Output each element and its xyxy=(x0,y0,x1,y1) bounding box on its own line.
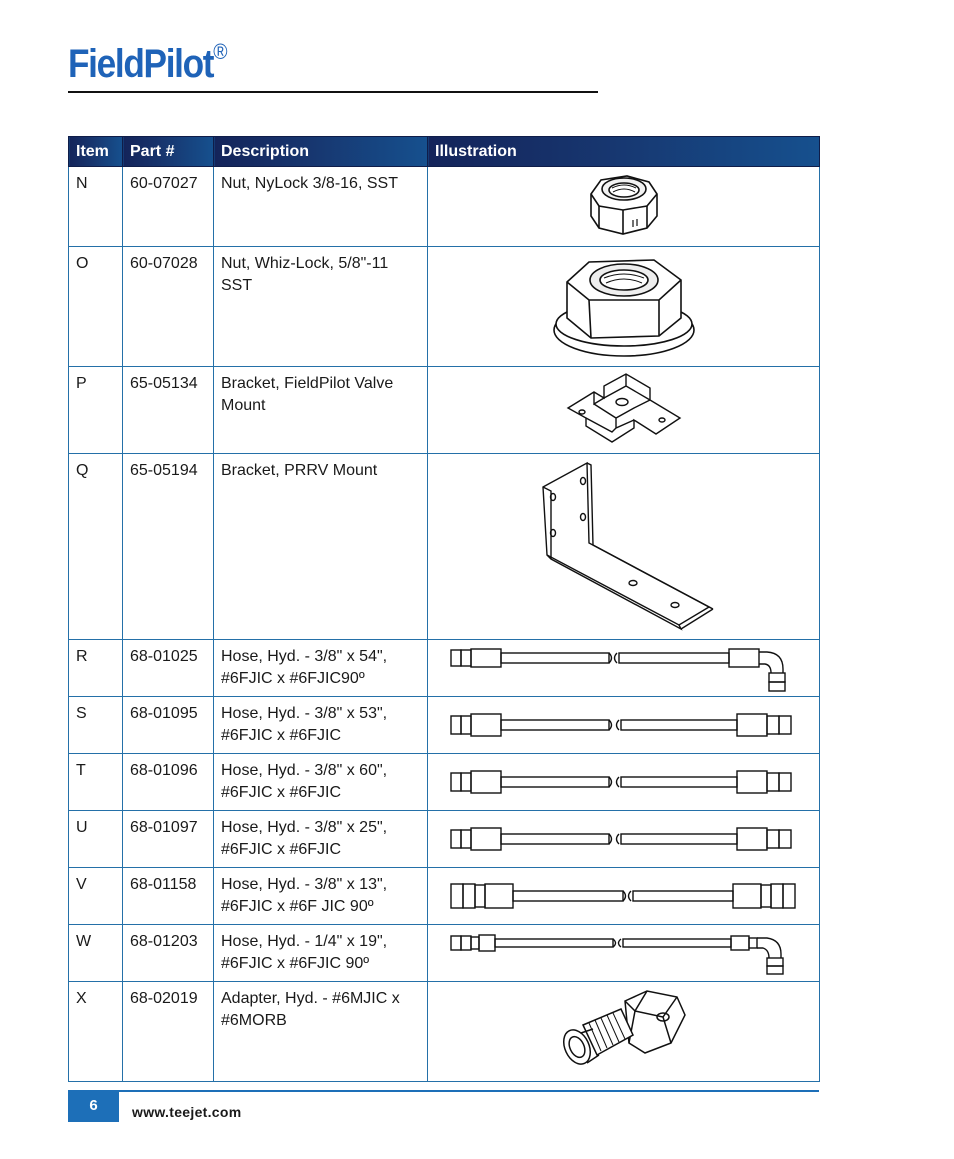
illustration-cell xyxy=(428,697,820,754)
footer-rule xyxy=(68,1090,819,1092)
illustration-cell xyxy=(428,754,820,811)
part-number-cell: 68-01095 xyxy=(123,697,214,754)
table-header-row xyxy=(69,137,820,167)
item-cell: W xyxy=(69,925,123,982)
hydraulic-adapter-icon xyxy=(559,989,689,1075)
item-cell: T xyxy=(69,754,123,811)
parts-table xyxy=(68,136,820,1082)
column-header-description: Description xyxy=(214,137,428,167)
part-number-cell: 65-05194 xyxy=(123,454,214,640)
item-cell: X xyxy=(69,982,123,1082)
item-cell: S xyxy=(69,697,123,754)
table-row xyxy=(69,247,820,367)
footer-url[interactable]: www.teejet.com xyxy=(132,1104,242,1120)
item-cell: P xyxy=(69,367,123,454)
description-cell: Hose, Hyd. - 3/8" x 25", #6FJIC x #6FJIC xyxy=(214,811,428,868)
column-header-illustration: Illustration xyxy=(428,137,820,167)
page-number: 6 xyxy=(68,1092,119,1122)
description-cell: Hose, Hyd. - 3/8" x 54", #6FJIC x #6FJIC90º xyxy=(214,640,428,697)
part-number-cell: 60-07027 xyxy=(123,167,214,247)
part-number-cell: 68-01097 xyxy=(123,811,214,868)
illustration-cell xyxy=(428,454,820,640)
illustration-cell xyxy=(428,982,820,1082)
part-number-cell: 60-07028 xyxy=(123,247,214,367)
item-cell: O xyxy=(69,247,123,367)
illustration-cell xyxy=(428,868,820,925)
brand-name: FieldPilot xyxy=(68,42,214,86)
description-cell: Bracket, FieldPilot Valve Mount xyxy=(214,367,428,454)
description-cell: Nut, NyLock 3/8-16, SST xyxy=(214,167,428,247)
item-cell: Q xyxy=(69,454,123,640)
item-cell: N xyxy=(69,167,123,247)
illustration-cell xyxy=(428,811,820,868)
registered-mark: ® xyxy=(213,38,228,64)
part-number-cell: 65-05134 xyxy=(123,367,214,454)
hose-90-icon xyxy=(449,928,799,978)
table-row xyxy=(69,367,820,454)
header-rule xyxy=(68,91,598,93)
illustration-cell xyxy=(428,640,820,697)
hose-90-icon xyxy=(449,643,799,693)
description-cell: Hose, Hyd. - 1/4" x 19", #6FJIC x #6FJIC 90º xyxy=(214,925,428,982)
hose-straight-icon xyxy=(449,767,799,797)
description-cell: Hose, Hyd. - 3/8" x 13", #6FJIC x #6F JIC 90º xyxy=(214,868,428,925)
illustration-cell xyxy=(428,925,820,982)
table-row xyxy=(69,754,820,811)
brand-logo xyxy=(68,38,228,87)
hose-straight-icon xyxy=(449,879,799,913)
table-row xyxy=(69,868,820,925)
illustration-cell xyxy=(428,167,820,247)
whiz-lock-nut-icon xyxy=(549,252,699,362)
table-row xyxy=(69,640,820,697)
description-cell: Hose, Hyd. - 3/8" x 60", #6FJIC x #6FJIC xyxy=(214,754,428,811)
part-number-cell: 68-01096 xyxy=(123,754,214,811)
part-number-cell: 68-01025 xyxy=(123,640,214,697)
item-cell: U xyxy=(69,811,123,868)
description-cell: Hose, Hyd. - 3/8" x 53", #6FJIC x #6FJIC xyxy=(214,697,428,754)
item-cell: V xyxy=(69,868,123,925)
valve-mount-bracket-icon xyxy=(564,372,684,448)
item-cell: R xyxy=(69,640,123,697)
hose-straight-icon xyxy=(449,824,799,854)
description-cell: Nut, Whiz-Lock, 5/8"-11 SST xyxy=(214,247,428,367)
description-cell: Adapter, Hyd. - #6MJIC x #6MORB xyxy=(214,982,428,1082)
table-row xyxy=(69,982,820,1082)
part-number-cell: 68-01203 xyxy=(123,925,214,982)
illustration-cell xyxy=(428,247,820,367)
nylock-nut-icon xyxy=(579,172,669,242)
column-header-part: Part # xyxy=(123,137,214,167)
table-row xyxy=(69,811,820,868)
table-row xyxy=(69,167,820,247)
description-cell: Bracket, PRRV Mount xyxy=(214,454,428,640)
prrv-mount-bracket-icon xyxy=(529,459,719,635)
part-number-cell: 68-02019 xyxy=(123,982,214,1082)
illustration-cell xyxy=(428,367,820,454)
part-number-cell: 68-01158 xyxy=(123,868,214,925)
table-row xyxy=(69,697,820,754)
hose-straight-icon xyxy=(449,710,799,740)
column-header-item: Item xyxy=(69,137,123,167)
table-row xyxy=(69,454,820,640)
table-row xyxy=(69,925,820,982)
